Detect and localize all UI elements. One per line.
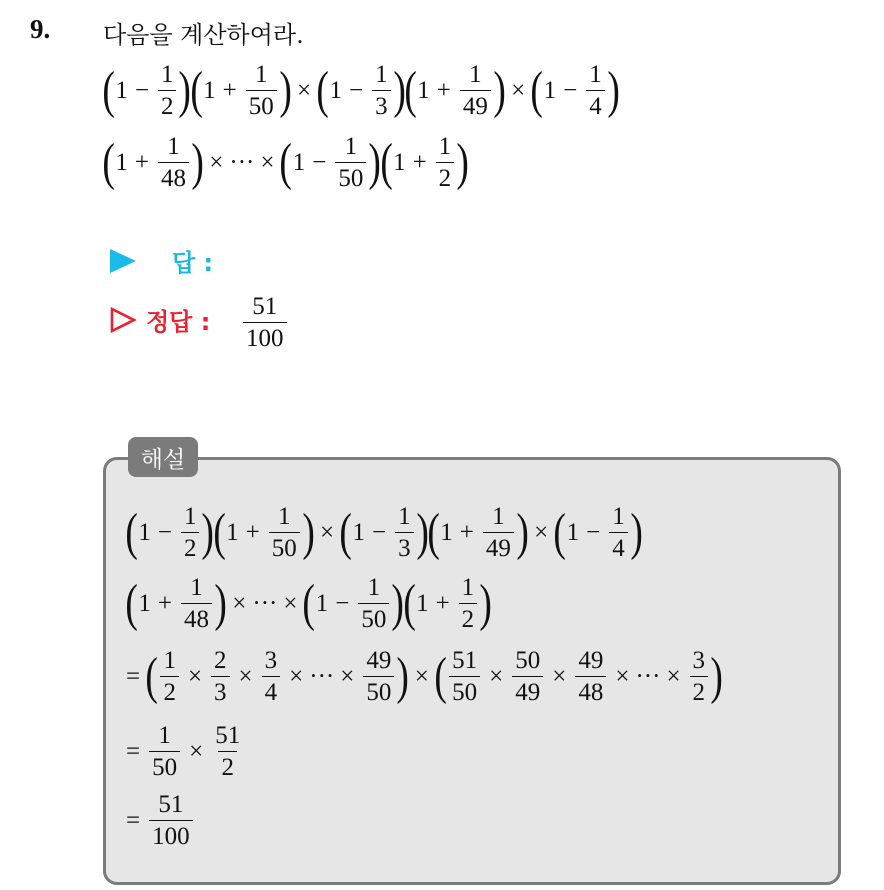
fraction: $\frac{1}{49}$ bbox=[483, 504, 514, 561]
answer-row bbox=[110, 243, 213, 278]
fraction: $\frac{1}{2}$ bbox=[181, 504, 200, 561]
expression-line-2: ( 1 + $\frac{1}{48}$ ) × ··· × ( 1 − $\frac{1}{50}$ ) ( 1 + $\frac{1}{2}$ ) bbox=[102, 133, 470, 192]
question-number: 9. bbox=[30, 14, 51, 44]
fraction: $\frac{1}{49}$ bbox=[460, 62, 491, 119]
question-text: 다음을 계산하여라. bbox=[103, 21, 304, 49]
solution-line-3: = ( $\frac{1}{2}$ × $\frac{2}{3}$ × $\frac{3}{4}$ × ··· × $\frac{49}{50}$ ) × ( $\frac{51}{50}$ × $\frac{50}{49}$ × $\frac{49}{48}$ × ··· × $\frac{3}{2}$ ) bbox=[126, 647, 723, 706]
fraction: $\frac{1}{4}$ bbox=[609, 504, 628, 561]
correct-answer-row bbox=[110, 293, 284, 352]
fraction: $\frac{1}{50}$ bbox=[358, 575, 389, 632]
correct-answer-value: $\frac{51}{100}$ bbox=[240, 294, 290, 351]
fraction: $\frac{1}{50}$ bbox=[246, 62, 277, 119]
outline-triangle-icon bbox=[110, 307, 136, 333]
fraction: $\frac{1}{4}$ bbox=[586, 62, 605, 119]
answer-label: 답 : bbox=[172, 249, 214, 277]
solution-line-1: ( 1 − $\frac{1}{2}$ ) ( 1 + $\frac{1}{50}$ ) × ( 1 − $\frac{1}{3}$ ) ( 1 + $\frac{1}{49}$ ) × ( 1 − $\frac{1}{4}$ ) bbox=[125, 503, 643, 562]
expression-line-1: ( 1 − $\frac{1}{2}$ ) ( 1 + $\frac{1}{50}$ ) × ( 1 − $\frac{1}{3}$ ) ( 1 + $\frac{1}{49}$ ) × ( 1 − $\frac{1}{4}$ ) bbox=[102, 61, 620, 120]
correct-answer-label: 정답 : bbox=[146, 308, 211, 336]
fraction: $\frac{1}{50}$ bbox=[269, 504, 300, 561]
fraction: $\frac{1}{48}$ bbox=[181, 575, 212, 632]
solution-line-4: = $\frac{1}{50}$ × $\frac{51}{2}$ bbox=[126, 722, 241, 781]
solution-line-2: ( 1 + $\frac{1}{48}$ ) × ··· × ( 1 − $\frac{1}{50}$ ) ( 1 + $\frac{1}{2}$ ) bbox=[125, 574, 493, 633]
solution-line-5: = $\frac{51}{100}$ bbox=[126, 792, 196, 849]
fraction: $\frac{1}{2}$ bbox=[158, 62, 177, 119]
filled-triangle-icon bbox=[110, 249, 136, 273]
fraction: $\frac{1}{48}$ bbox=[158, 134, 189, 191]
fraction: $\frac{1}{50}$ bbox=[335, 134, 366, 191]
fraction: $\frac{1}{2}$ bbox=[436, 134, 455, 191]
fraction: $\frac{1}{2}$ bbox=[459, 575, 478, 632]
fraction: $\frac{1}{3}$ bbox=[395, 504, 414, 561]
solution-tag: 해설 bbox=[128, 437, 198, 477]
fraction: $\frac{1}{3}$ bbox=[372, 62, 391, 119]
